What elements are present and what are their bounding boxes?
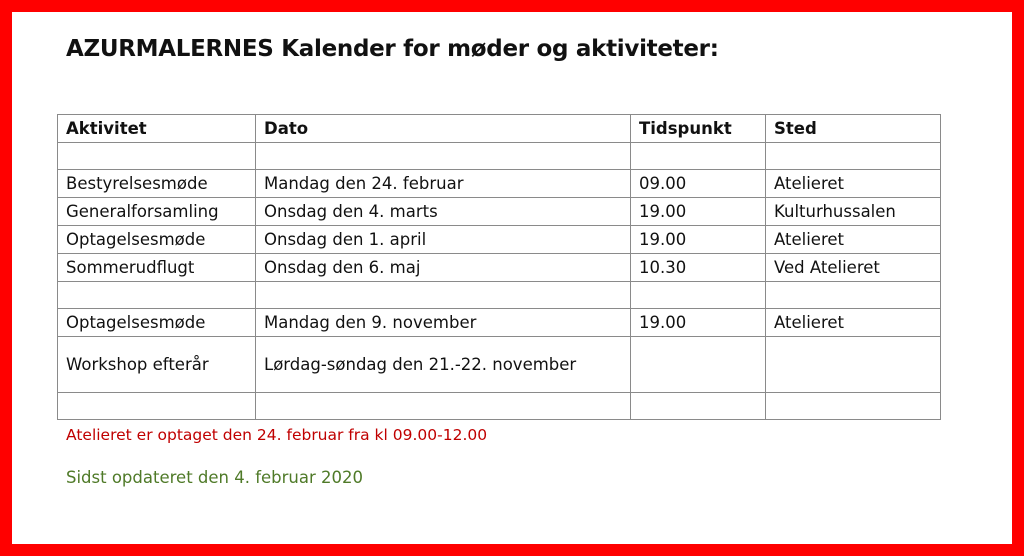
cell-place xyxy=(766,282,941,309)
table-row xyxy=(58,170,941,198)
cell-time xyxy=(631,282,766,309)
cell-activity xyxy=(58,393,256,420)
cell-place: Atelieret xyxy=(766,226,941,254)
cell-place xyxy=(766,393,941,420)
cell-place: Atelieret xyxy=(766,170,941,198)
table-header-row xyxy=(58,115,941,143)
cell-time xyxy=(631,393,766,420)
cell-place: Atelieret xyxy=(766,309,941,337)
cell-activity: Optagelsesmøde xyxy=(58,226,256,254)
cell-date: Onsdag den 1. april xyxy=(256,226,631,254)
cell-activity: Sommerudflugt xyxy=(58,254,256,282)
table-row xyxy=(58,309,941,337)
cell-time: 19.00 xyxy=(631,198,766,226)
last-updated-note: Sidst opdateret den 4. februar 2020 xyxy=(66,468,364,487)
cell-date: Onsdag den 6. maj xyxy=(256,254,631,282)
cell-date xyxy=(256,282,631,309)
header-date: Dato xyxy=(256,115,631,143)
cell-date: Onsdag den 4. marts xyxy=(256,198,631,226)
cell-activity: Bestyrelsesmøde xyxy=(58,170,256,198)
cell-place xyxy=(766,143,941,170)
cell-time: 10.30 xyxy=(631,254,766,282)
cell-time xyxy=(631,337,766,393)
atelier-busy-note: Atelieret er optaget den 24. februar fra kl 09.00-12.00 xyxy=(66,426,488,444)
header-activity: Aktivitet xyxy=(58,115,256,143)
table-row xyxy=(58,393,941,420)
cell-activity xyxy=(58,143,256,170)
cell-place xyxy=(766,337,941,393)
header-place: Sted xyxy=(766,115,941,143)
calendar-table xyxy=(57,114,941,420)
cell-activity: Generalforsamling xyxy=(58,198,256,226)
cell-time: 09.00 xyxy=(631,170,766,198)
cell-date: Mandag den 24. februar xyxy=(256,170,631,198)
cell-date xyxy=(256,143,631,170)
table-row xyxy=(58,254,941,282)
table-row xyxy=(58,282,941,309)
table-row xyxy=(58,198,941,226)
cell-date: Lørdag-søndag den 21.-22. november xyxy=(256,337,631,393)
table-row xyxy=(58,143,941,170)
cell-date xyxy=(256,393,631,420)
page-title: AZURMALERNES Kalender for møder og aktiviteter: xyxy=(66,36,719,62)
cell-date: Mandag den 9. november xyxy=(256,309,631,337)
cell-activity xyxy=(58,282,256,309)
cell-time: 19.00 xyxy=(631,309,766,337)
header-time: Tidspunkt xyxy=(631,115,766,143)
cell-place: Ved Atelieret xyxy=(766,254,941,282)
cell-activity: Optagelsesmøde xyxy=(58,309,256,337)
cell-time: 19.00 xyxy=(631,226,766,254)
table-row xyxy=(58,226,941,254)
cell-activity: Workshop efterår xyxy=(58,337,256,393)
cell-time xyxy=(631,143,766,170)
table-row xyxy=(58,337,941,393)
cell-place: Kulturhussalen xyxy=(766,198,941,226)
